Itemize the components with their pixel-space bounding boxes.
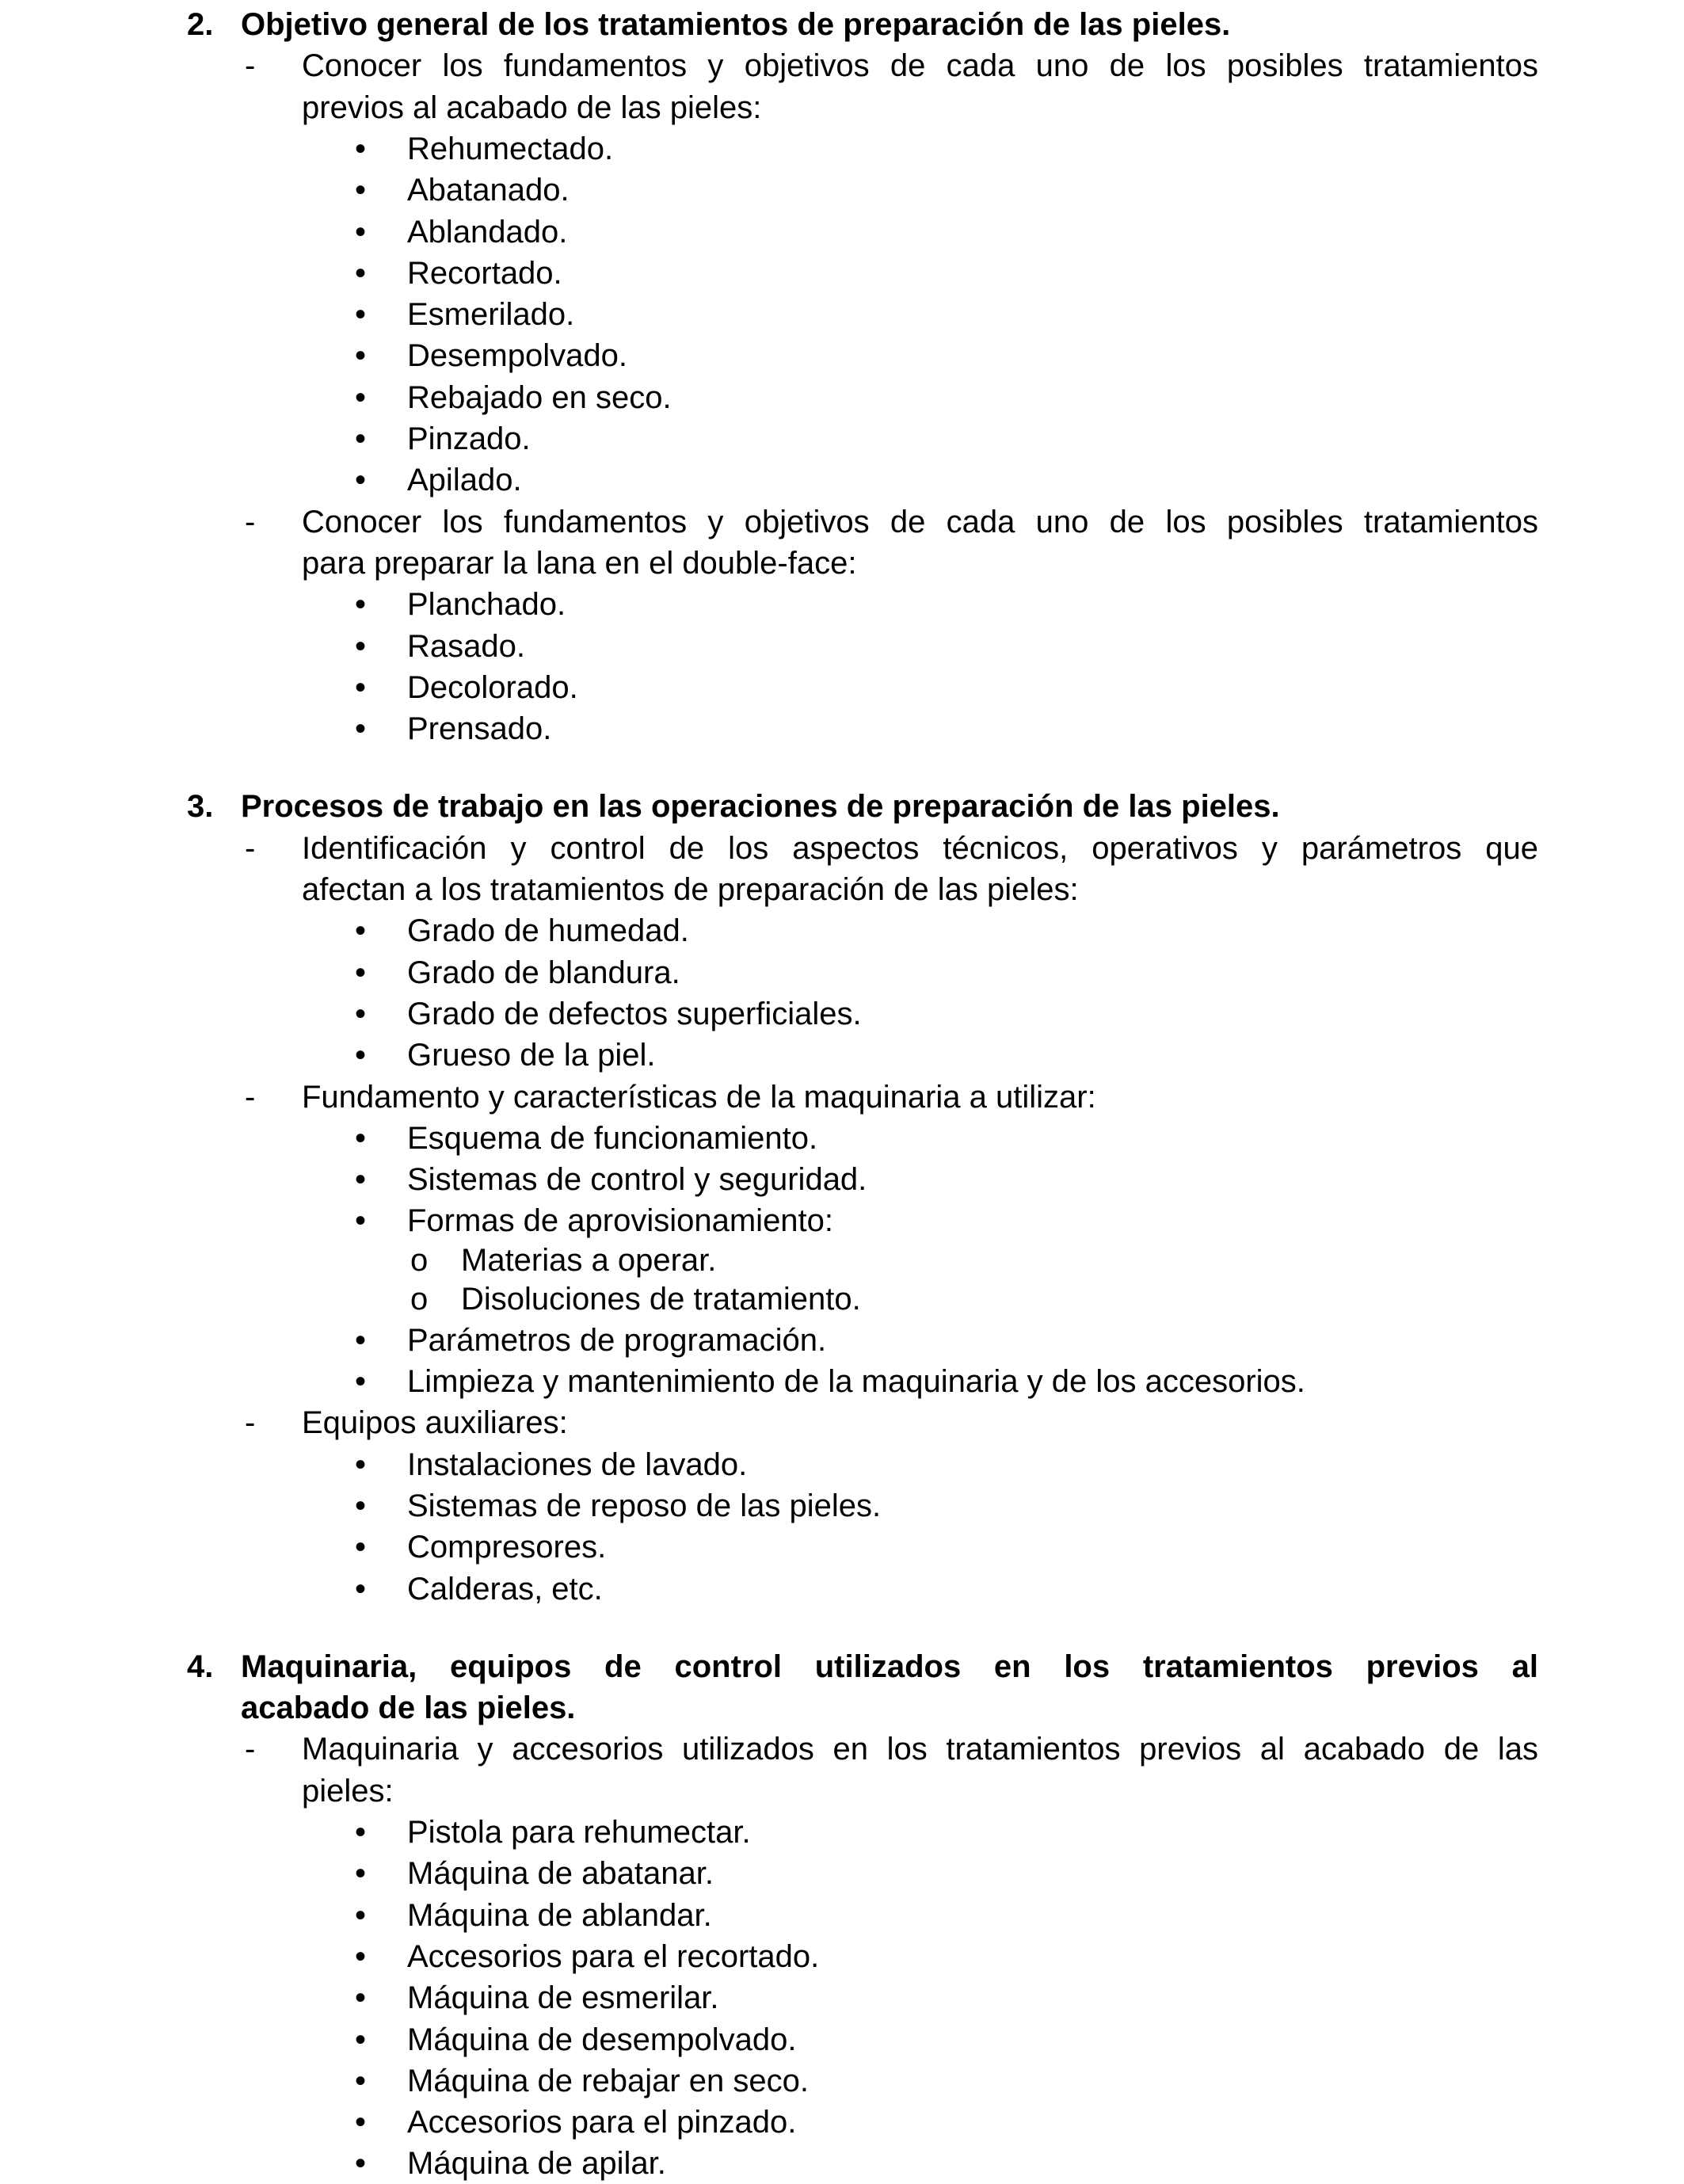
- list-item: Grado de humedad.: [407, 913, 689, 949]
- list-item: Grado de blandura.: [407, 955, 680, 990]
- list-item: Rasado.: [407, 628, 525, 664]
- list-item: Esmerilado.: [407, 297, 575, 333]
- bullet-icon: •: [355, 338, 367, 374]
- list-intro-text: Conocer los fundamentos y objetivos de cada uno de los posibles tratamientos: [302, 48, 1538, 84]
- bullet-icon: •: [355, 131, 367, 166]
- list-intro-text: para preparar la lana en el double-face:: [302, 545, 857, 581]
- list-intro-text: Equipos auxiliares:: [302, 1405, 568, 1441]
- list-item: Esquema de funcionamiento.: [407, 1120, 818, 1156]
- dash-marker: -: [245, 1405, 256, 1441]
- list-item: Desempolvado.: [407, 338, 627, 374]
- list-intro-text: pieles:: [302, 1773, 394, 1809]
- list-item: Pistola para rehumectar.: [407, 1815, 751, 1850]
- bullet-icon: •: [355, 1815, 367, 1850]
- bullet-icon: •: [355, 913, 367, 949]
- dash-marker: -: [245, 504, 256, 539]
- bullet-icon: •: [355, 1488, 367, 1523]
- list-intro-text: Conocer los fundamentos y objetivos de cada uno de los posibles tratamientos: [302, 504, 1538, 539]
- bullet-icon: •: [355, 2105, 367, 2140]
- bullet-icon: •: [355, 255, 367, 291]
- list-intro-text: Identificación y control de los aspectos técnicos, operativos y parámetros que: [302, 830, 1538, 866]
- bullet-icon: •: [355, 1980, 367, 2016]
- bullet-icon: •: [355, 379, 367, 415]
- list-item: Sistemas de reposo de las pieles.: [407, 1488, 882, 1523]
- list-item: Ablandado.: [407, 214, 568, 250]
- bullet-icon: •: [355, 2022, 367, 2057]
- bullet-icon: •: [355, 1446, 367, 1482]
- bullet-icon: •: [355, 173, 367, 208]
- list-item: Accesorios para el recortado.: [407, 1938, 820, 1974]
- bullet-icon: •: [355, 1120, 367, 1156]
- bullet-icon: •: [355, 1322, 367, 1358]
- list-item: Limpieza y mantenimiento de la maquinaria y de los accesorios.: [407, 1364, 1305, 1399]
- list-item: Planchado.: [407, 587, 566, 623]
- bullet-icon: •: [355, 711, 367, 747]
- list-item: Accesorios para el pinzado.: [407, 2105, 797, 2140]
- section-heading: acabado de las pieles.: [241, 1690, 576, 1726]
- list-item: Rehumectado.: [407, 131, 614, 166]
- bullet-icon: •: [355, 1571, 367, 1607]
- list-item: Recortado.: [407, 255, 562, 291]
- bullet-icon: •: [355, 297, 367, 333]
- bullet-icon: •: [355, 1162, 367, 1198]
- bullet-icon: •: [355, 955, 367, 990]
- bullet-icon: •: [355, 587, 367, 623]
- bullet-icon: •: [355, 463, 367, 498]
- bullet-icon: •: [355, 214, 367, 250]
- dash-marker: -: [245, 1079, 256, 1115]
- list-item: Instalaciones de lavado.: [407, 1446, 748, 1482]
- bullet-icon: •: [355, 1856, 367, 1892]
- dash-marker: -: [245, 1732, 256, 1767]
- bullet-icon: •: [355, 1530, 367, 1565]
- list-item: Grueso de la piel.: [407, 1038, 656, 1073]
- bullet-icon: •: [355, 1364, 367, 1399]
- list-item: Pinzado.: [407, 421, 531, 456]
- section-number: 4.: [187, 1648, 214, 1684]
- section-number: 2.: [187, 7, 214, 42]
- list-item: Apilado.: [407, 463, 522, 498]
- bullet-icon: •: [355, 421, 367, 456]
- section-heading: Objetivo general de los tratamientos de preparación de las pieles.: [241, 7, 1231, 42]
- sub-list-item: Materias a operar.: [461, 1242, 717, 1278]
- list-item: Máquina de rebajar en seco.: [407, 2063, 809, 2098]
- dash-marker: -: [245, 48, 256, 84]
- circle-bullet-icon: o: [410, 1281, 429, 1317]
- list-intro-text: Maquinaria y accesorios utilizados en los tratamientos previos al acabado de las: [302, 1732, 1538, 1767]
- list-item: Grado de defectos superficiales.: [407, 996, 862, 1031]
- sub-list-item: Disoluciones de tratamiento.: [461, 1281, 861, 1317]
- list-intro-text: afectan a los tratamientos de preparación de las pieles:: [302, 872, 1079, 907]
- list-item: Rebajado en seco.: [407, 379, 672, 415]
- list-intro-text: Fundamento y características de la maquinaria a utilizar:: [302, 1079, 1096, 1115]
- list-item: Máquina de abatanar.: [407, 1856, 714, 1892]
- bullet-icon: •: [355, 2146, 367, 2182]
- list-intro-text: previos al acabado de las pieles:: [302, 90, 762, 125]
- section-number: 3.: [187, 789, 214, 825]
- bullet-icon: •: [355, 628, 367, 664]
- list-item: Parámetros de programación.: [407, 1322, 827, 1358]
- list-item: Compresores.: [407, 1530, 607, 1565]
- list-item: Abatanado.: [407, 173, 570, 208]
- bullet-icon: •: [355, 2063, 367, 2098]
- list-item: Decolorado.: [407, 669, 578, 705]
- bullet-icon: •: [355, 669, 367, 705]
- list-item: Máquina de desempolvado.: [407, 2022, 797, 2057]
- section-heading: Maquinaria, equipos de control utilizados en los tratamientos previos al: [241, 1648, 1538, 1684]
- bullet-icon: •: [355, 1203, 367, 1239]
- list-item: Máquina de esmerilar.: [407, 1980, 719, 2016]
- list-item: Máquina de ablandar.: [407, 1897, 712, 1933]
- bullet-icon: •: [355, 1038, 367, 1073]
- list-item: Sistemas de control y seguridad.: [407, 1162, 867, 1198]
- list-item: Formas de aprovisionamiento:: [407, 1203, 834, 1239]
- dash-marker: -: [245, 830, 256, 866]
- bullet-icon: •: [355, 996, 367, 1031]
- bullet-icon: •: [355, 1938, 367, 1974]
- circle-bullet-icon: o: [410, 1242, 429, 1278]
- list-item: Calderas, etc.: [407, 1571, 603, 1607]
- bullet-icon: •: [355, 1897, 367, 1933]
- section-heading: Procesos de trabajo en las operaciones de preparación de las pieles.: [241, 789, 1280, 825]
- list-item: Prensado.: [407, 711, 552, 747]
- list-item: Máquina de apilar.: [407, 2146, 666, 2182]
